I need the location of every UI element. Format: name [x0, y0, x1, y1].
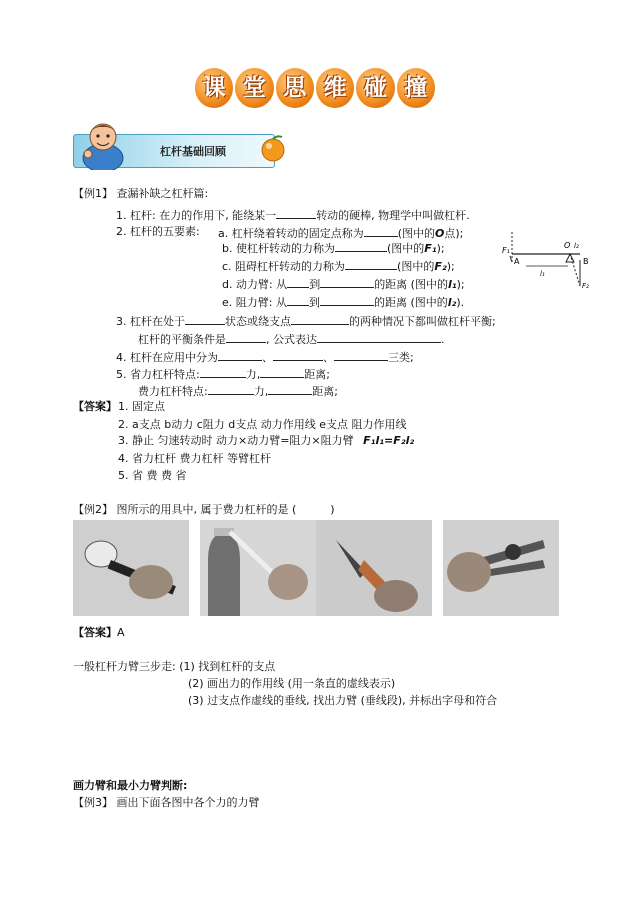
- q2e-text2: 到: [308, 296, 320, 309]
- diagram-label: F₂: [582, 282, 589, 290]
- q5-text: 5. 省力杠杆特点:: [116, 368, 200, 381]
- diagram-label: F₁: [502, 246, 510, 255]
- tool-photo-spoon: [73, 520, 189, 616]
- q4-sep: 、: [323, 351, 334, 364]
- ans1-line2: 2. a支点 b动力 c阻力 d支点 动力作用线 e支点 阻力作用线: [118, 418, 407, 431]
- q2d-text: d. 动力臂: 从: [222, 278, 288, 291]
- symbol-F2: F₂: [434, 260, 447, 273]
- symbol-F1: F₁: [424, 242, 437, 255]
- steps-2: (2) 画出力的作用线 (用一条直的虚线表示): [188, 677, 396, 690]
- symbol-l1: l₁: [447, 278, 457, 291]
- tool-photo-bottle-opener: [200, 520, 316, 616]
- lever-diagram: [502, 226, 594, 292]
- answer-blank[interactable]: [185, 313, 225, 325]
- q5b-dist: 距离;: [312, 385, 338, 398]
- diagram-label: l₁: [540, 270, 545, 278]
- orange-ball-icon: [258, 134, 288, 164]
- diagram-label: l₂: [574, 242, 579, 250]
- symbol-l2: l₂: [447, 296, 457, 309]
- ex1-label: 【例1】: [73, 187, 113, 200]
- q2b-text2: (图中的: [386, 242, 425, 255]
- ans1-label: 【答案】: [73, 400, 117, 413]
- q2c-text3: );: [446, 260, 455, 273]
- section-tag-title: 杠杆基础回顾: [160, 145, 226, 158]
- ex2-header: [73, 503, 335, 517]
- q5b-text: 费力杠杆特点:: [138, 385, 208, 398]
- q1-text-end: 转动的硬棒, 物理学中叫做杠杆.: [316, 209, 470, 222]
- q2b-text3: );: [436, 242, 445, 255]
- answer-blank[interactable]: [218, 349, 262, 361]
- ex3-header: [73, 796, 260, 810]
- q2c-text2: (图中的: [397, 260, 435, 273]
- q3-text2: 状态或绕支点: [225, 315, 291, 328]
- answer-blank[interactable]: [200, 366, 246, 378]
- q5-dist: 距离;: [304, 368, 330, 381]
- nutcracker-image: [443, 520, 559, 616]
- answer-blank[interactable]: [335, 240, 387, 252]
- answer-blank[interactable]: [334, 349, 388, 361]
- q2a-text: a. 杠杆绕着转动的固定点称为: [218, 227, 364, 240]
- q4-text: 4. 杠杆在应用中分为: [116, 351, 218, 364]
- ans1-formula: F₁l₁=F₂l₂: [363, 434, 415, 447]
- ex3-text: 画出下面各图中各个力的力臂: [116, 796, 260, 809]
- tool-photo-nutcracker: [443, 520, 559, 616]
- banner-char: 课: [195, 68, 233, 108]
- banner-char: 碰: [356, 68, 394, 108]
- diagram-label: B: [583, 257, 589, 266]
- ex1-q5-b: [138, 383, 338, 399]
- q4-end: 三类;: [388, 351, 414, 364]
- banner-char: 维: [316, 68, 354, 108]
- q2a-text3: 点);: [444, 227, 464, 240]
- answer-blank[interactable]: [287, 276, 309, 288]
- ex2-close: ): [330, 503, 335, 516]
- q2d-text4: );: [456, 278, 465, 291]
- banner-char: 撞: [397, 68, 435, 108]
- ans2-value: A: [117, 626, 125, 639]
- diagram-label: O: [564, 241, 571, 250]
- q2d-text2: 到: [309, 278, 321, 291]
- answer-blank[interactable]: [226, 331, 266, 343]
- ex1-q2-intro: 2. 杠杆的五要素:: [116, 225, 200, 238]
- section-banner: [195, 68, 435, 108]
- q2a-text2: (图中的: [397, 227, 436, 240]
- force-line-f2: [570, 254, 580, 286]
- banner-char: 堂: [235, 68, 273, 108]
- q5b-force: 力,: [253, 385, 269, 398]
- q2e-text4: ).: [456, 296, 465, 309]
- banner-char: 思: [276, 68, 314, 108]
- ex2-text: 图所示的用具中, 属于费力杠杆的是 (: [116, 503, 297, 516]
- ex1-q4: [116, 349, 414, 365]
- ex1-q5: [116, 366, 330, 382]
- answer-blank[interactable]: [273, 349, 323, 361]
- answer-blank[interactable]: [268, 383, 312, 395]
- ex1-q3-cont: [138, 331, 445, 347]
- q3-text6: .: [441, 333, 445, 346]
- ex1-q2-a: [218, 225, 463, 241]
- q2b-text: b. 使杠杆转动的力称为: [222, 242, 335, 255]
- q5-force: 力,: [245, 368, 261, 381]
- ex1-q2-d: [222, 276, 465, 292]
- section-heading-lever-arm: 画力臂和最小力臂判断:: [73, 779, 188, 792]
- ex1-q2-e: [222, 294, 464, 310]
- ans2: [73, 626, 125, 640]
- ans1-line1: 1. 固定点: [118, 400, 165, 413]
- q4-sep: 、: [262, 351, 273, 364]
- tool-photo-pliers: [316, 520, 432, 616]
- diagram-label: A: [514, 257, 520, 266]
- answer-blank[interactable]: [345, 258, 397, 270]
- ans1-line4: 4. 省力杠杆 费力杠杆 等臂杠杆: [118, 452, 271, 465]
- ex1-q2-c: [222, 258, 455, 274]
- ex1-q2-b: [222, 240, 445, 256]
- q2e-text3: 的距离 (图中的: [373, 296, 448, 309]
- answer-blank[interactable]: [320, 294, 374, 306]
- q2e-text: e. 阻力臂: 从: [222, 296, 287, 309]
- ex1-header: [73, 187, 208, 201]
- spoon-tongs-image: [73, 520, 189, 616]
- mascot-illustration: [76, 118, 130, 170]
- ans1-line3-text: 3. 静止 匀速转动时 动力×动力臂=阻力×阻力臂: [118, 434, 354, 447]
- ex2-label: 【例2】: [73, 503, 113, 516]
- q3-text5: , 公式表达: [266, 333, 317, 346]
- ex1-q3: [116, 313, 496, 329]
- q3-text: 3. 杠杆在处于: [116, 315, 185, 328]
- q1-text: 1. 杠杆: 在力的作用下, 能绕某一: [116, 209, 277, 222]
- answer-blank[interactable]: [291, 313, 349, 325]
- bottle-opener-image: [200, 520, 316, 616]
- ans1-line3: [118, 434, 414, 448]
- answer-blank[interactable]: [320, 276, 374, 288]
- symbol-O: O: [435, 227, 445, 240]
- ex1-title: 查漏补缺之杠杆篇:: [116, 187, 209, 200]
- answer-blank[interactable]: [208, 383, 254, 395]
- answer-blank[interactable]: [260, 366, 304, 378]
- q2d-text3: 的距离 (图中的: [374, 278, 448, 291]
- answer-blank[interactable]: [364, 225, 398, 237]
- q3-text3: 的两种情况下都叫做杠杆平衡;: [349, 315, 496, 328]
- ans1-line5: 5. 省 费 费 省: [118, 469, 187, 482]
- q3-text4: 杠杆的平衡条件是: [138, 333, 226, 346]
- q2c-text: c. 阻碍杠杆转动的力称为: [222, 260, 346, 273]
- answer-blank[interactable]: [287, 294, 309, 306]
- ex1-q1: [116, 207, 470, 223]
- steps-3: (3) 过支点作虚线的垂线, 找出力臂 (垂线段), 并标出字母和符合: [188, 694, 498, 707]
- steps-title: 一般杠杆力臂三步走: (1) 找到杠杆的支点: [73, 660, 276, 673]
- answer-blank[interactable]: [276, 207, 316, 219]
- ans2-label: 【答案】: [73, 626, 117, 639]
- ex3-label: 【例3】: [73, 796, 113, 809]
- answer-blank[interactable]: [317, 331, 441, 343]
- pliers-image: [316, 520, 432, 616]
